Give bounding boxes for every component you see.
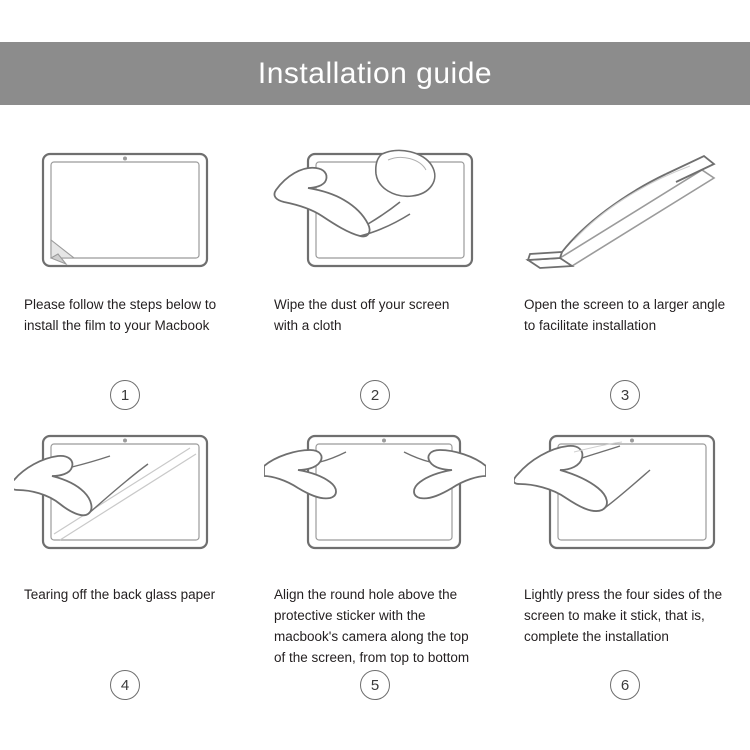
step-number-1 bbox=[14, 380, 236, 410]
illustration-two-hands-aligning-film-over-screen bbox=[264, 422, 486, 562]
page-title: Installation guide bbox=[257, 56, 493, 90]
steps-grid bbox=[0, 118, 750, 698]
step-number-5 bbox=[264, 670, 486, 700]
step-caption-4: Tearing off the back glass paper bbox=[24, 587, 216, 602]
step-number-2 bbox=[264, 380, 486, 410]
step-number-3-value: 3 bbox=[610, 380, 640, 410]
step-caption-6: Lightly press the four sides of the screen to make it stick, that is, complete the installation bbox=[524, 587, 723, 644]
step-number-6 bbox=[514, 670, 736, 700]
step-card-1 bbox=[0, 118, 250, 408]
step-card-4 bbox=[0, 408, 250, 698]
illustration-hand-wiping-screen-with-cloth bbox=[264, 132, 486, 272]
illustration-hand-tearing-backing-paper bbox=[14, 422, 236, 562]
step-number-5-value: 5 bbox=[360, 670, 390, 700]
step-number-2-value: 2 bbox=[360, 380, 390, 410]
step-number-4-value: 4 bbox=[110, 670, 140, 700]
illustration-laptop-opened-wide-side-view bbox=[514, 132, 736, 272]
step-caption-1: Please follow the steps below to install the film to your Macbook bbox=[24, 297, 217, 333]
step-card-2 bbox=[250, 118, 500, 408]
page-header bbox=[0, 42, 750, 105]
illustration-hand-pressing-film-edges bbox=[514, 422, 736, 562]
step-card-5 bbox=[250, 408, 500, 698]
step-number-3 bbox=[514, 380, 736, 410]
step-caption-5: Align the round hole above the protective sticker with the macbook's camera along the top of the screen, from top to bottom bbox=[274, 587, 470, 665]
step-card-3 bbox=[500, 118, 750, 408]
step-caption-2: Wipe the dust off your screen with a cloth bbox=[274, 297, 450, 333]
step-card-6 bbox=[500, 408, 750, 698]
step-number-4 bbox=[14, 670, 236, 700]
step-caption-3: Open the screen to a larger angle to facilitate installation bbox=[524, 297, 726, 333]
step-number-1-value: 1 bbox=[110, 380, 140, 410]
illustration-laptop-screen-with-film-peeling-corner bbox=[14, 132, 236, 272]
step-number-6-value: 6 bbox=[610, 670, 640, 700]
